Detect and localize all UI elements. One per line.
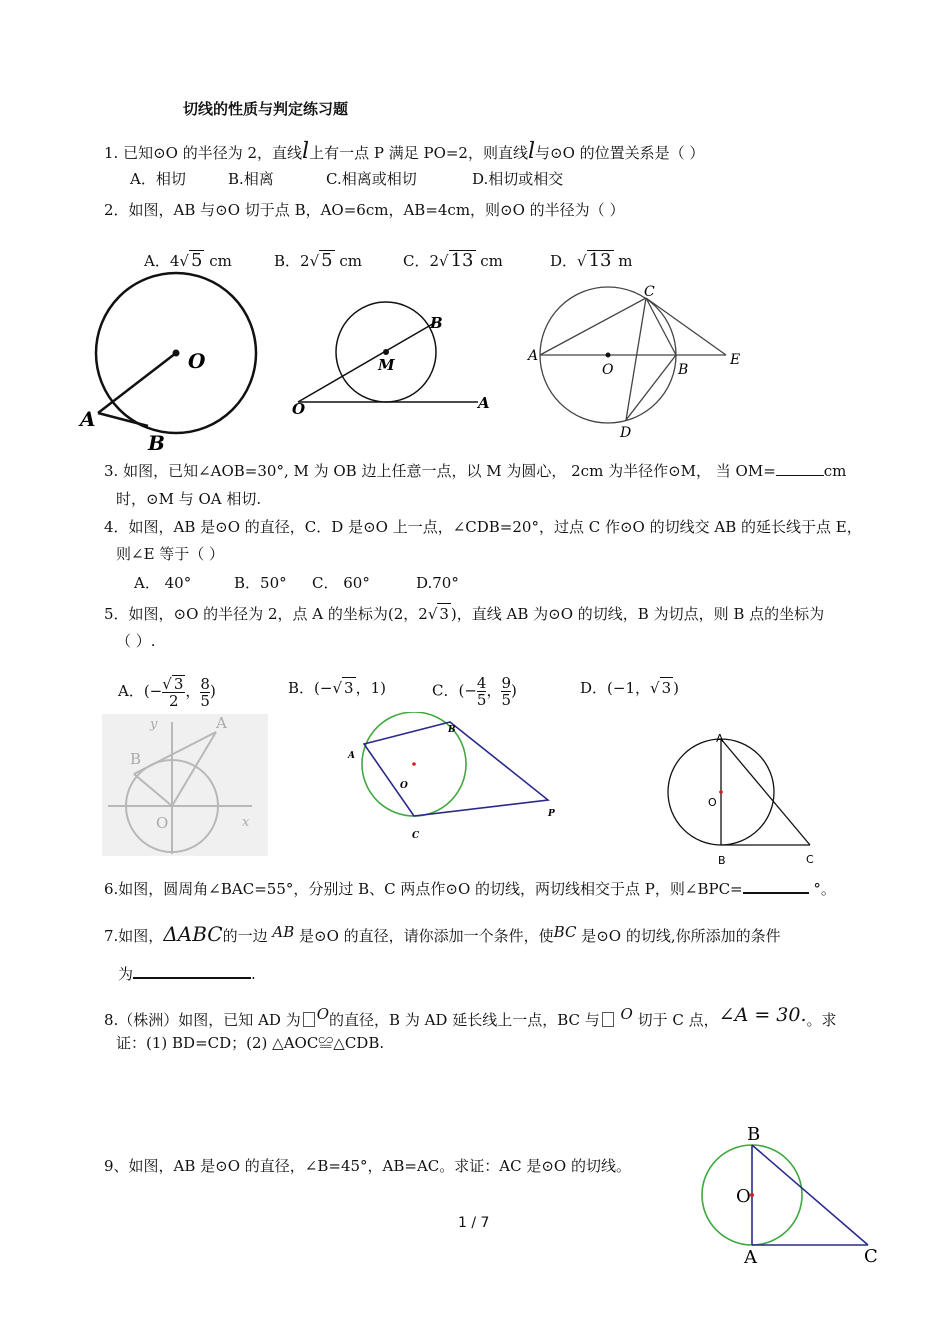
- q7-segment-ab: AB: [272, 923, 295, 941]
- q7-text-b: 的一边: [222, 927, 268, 945]
- q7-segment-bc: BC: [553, 923, 577, 941]
- q5-option-c-den2: 5: [501, 691, 512, 709]
- q2-option-b-label: B．2: [274, 252, 310, 270]
- q7-text-c: 是⊙O 的直径，请你添加一个条件，使: [299, 927, 554, 945]
- q8-circle-o: O: [316, 1005, 330, 1023]
- ray-ob: [298, 322, 436, 402]
- question-2: 2．如图，AB 与⊙O 切于点 B，AO=6cm，AB=4cm，则⊙O 的半径为（ ）: [104, 201, 625, 219]
- q1-text-b: 上有一点 P 满足 PO=2，则直线: [309, 144, 528, 162]
- q1-var-l: l: [302, 139, 310, 164]
- q6-text-a: 6.如图，圆周角∠BAC=55°，分别过 B、C 两点作⊙O 的切线，两切线相交于点 P，则∠BPC=: [104, 880, 743, 898]
- page-number: 1 / 7: [458, 1215, 490, 1231]
- q2-option-c-label: C．2: [403, 252, 440, 270]
- label-c: C: [644, 284, 655, 300]
- q4-option-d: D.70°: [416, 574, 459, 592]
- q8-text-d: 。求: [806, 1011, 837, 1029]
- circle-symbol-icon: [602, 1012, 614, 1027]
- figure-q9-triangle: [694, 1120, 884, 1270]
- label-p: P: [548, 809, 555, 819]
- q4-option-a: A． 40°: [134, 574, 192, 592]
- q2-option-b: B．2√ 5 cm: [274, 250, 362, 271]
- chord-ac: [540, 298, 646, 355]
- page-title: 切线的性质与判定练习题: [183, 100, 349, 118]
- q7-triangle-abc: ΔABC: [163, 922, 223, 946]
- label-o: O: [708, 796, 717, 809]
- q5-option-b: B．(−√ 3 ，1): [288, 679, 386, 697]
- q5-option-b-label: B．(−: [288, 679, 333, 697]
- q3-text-c: 时，⊙M 与 OA 相切.: [116, 490, 262, 508]
- q2-option-d-root: 13: [588, 250, 612, 271]
- q2-option-c-root: 13: [450, 250, 474, 271]
- question-7: [104, 922, 781, 946]
- q2-option-d-unit: m: [618, 252, 633, 270]
- question-6: [104, 878, 836, 899]
- label-m: M: [378, 356, 395, 374]
- q3-answer-blank[interactable]: [776, 461, 824, 476]
- segment-bc: [752, 1145, 868, 1245]
- q8-text-c: 切于 C 点，: [637, 1011, 719, 1029]
- figure-q4-circle: [526, 284, 756, 444]
- q7-text-e: 为: [118, 965, 134, 983]
- label-e: E: [730, 352, 741, 368]
- q4-option-c: C． 60°: [312, 574, 370, 592]
- q5-option-a-frac2: [200, 676, 210, 709]
- segment-ac: [721, 739, 810, 845]
- q5-option-b-root: 3: [344, 679, 354, 697]
- label-b: B: [430, 314, 443, 332]
- label-b: B: [448, 725, 456, 735]
- label-b: B: [747, 1124, 761, 1145]
- q4-text-b: 则∠E 等于（ ）: [116, 545, 225, 563]
- label-b: B: [718, 854, 726, 867]
- q2-option-d: D．√ 13 m: [550, 250, 633, 271]
- label-o: O: [400, 781, 408, 791]
- label-o: O: [292, 400, 306, 418]
- q5-option-d-end: ): [673, 679, 679, 697]
- q8-text-b: 的直径，B 为 AD 延长线上一点，BC 与: [329, 1011, 600, 1029]
- q1-option-d: D.相切或相交: [472, 170, 564, 188]
- label-a: A: [216, 714, 227, 732]
- q6-text-b: °。: [813, 880, 836, 898]
- q8-text-e: 证：(1) BD=CD；(2) △AOC≌△CDB.: [116, 1034, 385, 1052]
- q5-option-c-den: 5: [476, 691, 487, 709]
- question-8: [104, 1004, 837, 1030]
- question-1: [104, 139, 705, 164]
- q5-text-a: 5．如图，⊙O 的半径为 2，点 A 的坐标为(2，2: [104, 605, 428, 623]
- q5-option-d: D．(−1，√ 3 ): [580, 679, 679, 697]
- q2-option-b-unit: cm: [339, 252, 362, 270]
- q7-answer-blank[interactable]: [133, 963, 251, 979]
- segment-oa: [98, 353, 176, 413]
- label-x: x: [242, 815, 250, 830]
- center-point: [412, 762, 416, 766]
- label-a: A: [528, 348, 539, 364]
- label-c: C: [806, 853, 814, 866]
- q7-text-d: 是⊙O 的切线,你所添加的条件: [581, 927, 781, 945]
- q5-option-c-frac1: [477, 675, 487, 708]
- q5-text-a-end: )，直线 AB 为⊙O 的切线，B 为切点，则 B 点的坐标为: [450, 605, 825, 623]
- figure-q3-angle: [288, 296, 498, 426]
- label-a: A: [744, 1247, 757, 1268]
- figure-q6-tangents: [344, 712, 568, 842]
- q5-option-a-den: 2: [169, 692, 179, 710]
- q1-option-c: C.相离或相切: [326, 170, 417, 188]
- q5-option-a-num2: 8: [200, 674, 210, 693]
- q5-option-a-frac1: $\frac{√ 3}{2}$: [162, 675, 184, 710]
- label-a: A: [478, 394, 490, 412]
- q5-option-a-den2: 5: [200, 691, 210, 710]
- q1-text-a: 1. 已知⊙O 的半径为 2，直线: [104, 144, 303, 162]
- label-o: O: [736, 1186, 751, 1207]
- chord-db: [626, 355, 676, 420]
- label-y: y: [150, 717, 158, 732]
- q8-text-a: 8.（株洲）如图，已知 AD 为: [104, 1011, 301, 1029]
- q2-option-c: C．2√ 13 cm: [403, 250, 503, 271]
- label-a: A: [716, 732, 724, 745]
- q7-text-f: .: [251, 965, 256, 983]
- q5-root: 3: [439, 605, 449, 623]
- q5-option-a-label: A．(−: [118, 682, 163, 700]
- label-b: B: [148, 431, 165, 455]
- figure-q2-tangent: [76, 268, 276, 458]
- q2-option-a-root: 5: [190, 250, 203, 271]
- q1-text-c: 与⊙O 的位置关系是（ ）: [535, 144, 705, 162]
- label-c: C: [412, 831, 420, 841]
- center-point: [606, 353, 611, 358]
- q5-option-c-label: C．(−: [432, 681, 477, 700]
- q8-angle-a: ∠A = 30.: [718, 1004, 807, 1026]
- q1-var-l: l: [527, 139, 536, 164]
- label-c: C: [864, 1246, 878, 1267]
- q5-option-c: C．(− $\frac{4}{5}$ ， $\frac{9}{5}$ ): [432, 674, 517, 709]
- q2-option-a-unit: cm: [209, 252, 232, 270]
- q5-option-c-num2: 9: [501, 674, 512, 692]
- chord-cd: [626, 298, 646, 420]
- tangent-ce: [646, 298, 726, 355]
- q2-option-a-label: A．4: [144, 252, 180, 270]
- quadrilateral-abpc: [364, 722, 548, 816]
- q7-answer-line: [118, 963, 256, 984]
- question-5: 5．如图，⊙O 的半径为 2，点 A 的坐标为(2，2√ 3 )，直线 AB 为⊙O 的切线，B 为切点，则 B 点的坐标为: [104, 605, 825, 623]
- q6-answer-blank[interactable]: [743, 878, 809, 894]
- q1-option-a: A．相切: [130, 170, 186, 188]
- center-point: [383, 349, 389, 355]
- q2-option-d-label: D．: [550, 252, 578, 270]
- q5-option-c-frac2: [501, 675, 511, 708]
- q5-text-b: （ ）.: [116, 632, 156, 650]
- label-d: D: [620, 425, 632, 441]
- label-a: A: [348, 751, 355, 761]
- segment-ab: [98, 413, 148, 426]
- q3-text-a: 3. 如图，已知∠AOB=30°, M 为 OB 边上任意一点，以 M 为圆心， 2cm 为半径作⊙M， 当 OM=: [104, 462, 776, 480]
- question-4: 4．如图，AB 是⊙O 的直径，C．D 是⊙O 上一点，∠CDB=20°，过点 C 作⊙O 的切线交 AB 的延长线于点 E，: [104, 518, 862, 536]
- q2-option-c-unit: cm: [480, 252, 503, 270]
- q3-text-b: cm: [823, 462, 847, 480]
- q5-option-b-end: ，1): [355, 679, 386, 697]
- question-9: 9、如图，AB 是⊙O 的直径，∠B=45°，AB=AC。求证：AC 是⊙O 的切线。: [104, 1157, 631, 1175]
- circle-symbol-icon: [303, 1012, 315, 1027]
- label-o: O: [602, 362, 614, 378]
- q1-option-b: B.相离: [228, 170, 274, 188]
- q7-text-a: 7.如图，: [104, 927, 164, 945]
- q5-option-a: A．(− $\frac{√ 3}{2}$ ， $\frac{8}{5}$ ): [118, 674, 216, 710]
- q2-option-b-root: 5: [321, 250, 333, 271]
- label-a: A: [80, 407, 96, 431]
- q8-circle-o: O: [620, 1005, 633, 1023]
- chord-cb: [646, 298, 676, 355]
- question-3: [104, 461, 846, 481]
- label-o: O: [156, 814, 169, 832]
- figure-q5-coordinate: [102, 714, 268, 856]
- center-point: [719, 790, 723, 794]
- q5-option-a-root: 3: [173, 675, 184, 693]
- q5-option-d-label: D．(−1，: [580, 679, 650, 697]
- center-point: [173, 350, 180, 357]
- q5-option-c-num: 4: [476, 674, 487, 692]
- q4-option-b: B．50°: [234, 574, 287, 592]
- label-b: B: [130, 750, 142, 768]
- q5-option-d-root: 3: [661, 679, 672, 697]
- figure-q7-triangle: [664, 730, 824, 870]
- label-b: B: [678, 362, 689, 378]
- label-o: O: [188, 349, 206, 373]
- q2-option-a: A．4√ 5 cm: [144, 250, 232, 271]
